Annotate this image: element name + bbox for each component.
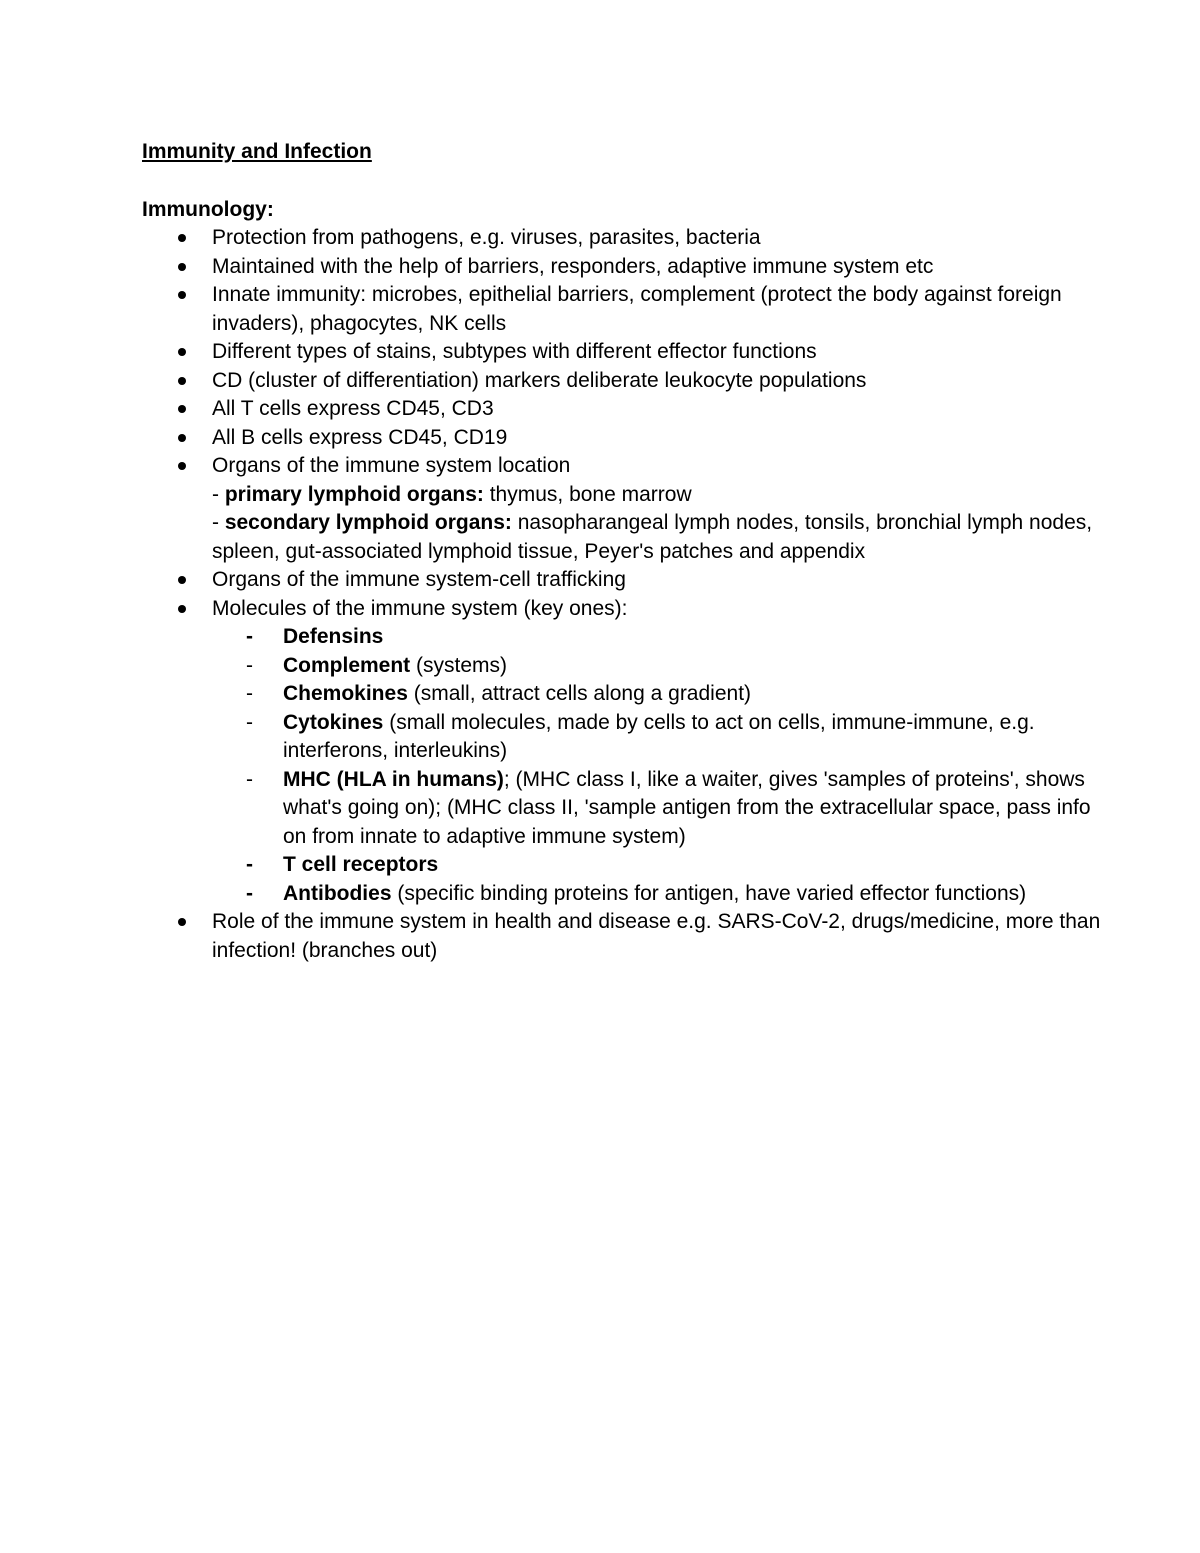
list-item-text: Maintained with the help of barriers, responders, adaptive immune system etc: [212, 254, 934, 278]
list-item-molecules: [142, 595, 1102, 909]
molecule-desc: (systems): [410, 653, 508, 677]
list-item: [142, 395, 1102, 424]
document-title: Immunity and Infection: [142, 140, 372, 163]
dash-icon: -: [246, 767, 253, 791]
secondary-organs-line: [212, 509, 1102, 566]
molecule-term: Chemokines: [283, 682, 408, 705]
molecule-item: [212, 880, 1102, 909]
molecule-desc: (small molecules, made by cells to act on cells, immune-immune, e.g. interferons, interleukins): [283, 710, 1035, 762]
molecule-item: [212, 709, 1102, 766]
dash-icon: -: [246, 682, 253, 705]
list-item: [142, 338, 1102, 367]
list-item: [142, 281, 1102, 338]
section-heading-immunology: Immunology:: [142, 197, 274, 221]
list-item-text: Innate immunity: microbes, epithelial barriers, complement (protect the body against foreign invaders), phagocytes, NK cells: [212, 283, 1062, 335]
list-item-text: Protection from pathogens, e.g. viruses, parasites, bacteria: [212, 226, 761, 249]
document-content: [142, 138, 1102, 965]
dash-prefix: -: [212, 511, 225, 534]
bullet-icon: [178, 434, 186, 442]
list-item-text: Molecules of the immune system (key ones):: [212, 596, 628, 620]
list-item: [142, 566, 1102, 595]
bullet-icon: [178, 234, 186, 242]
bullet-icon: [178, 405, 186, 413]
bullet-icon: [178, 348, 186, 356]
molecule-term: T cell receptors: [283, 853, 439, 876]
primary-organs-label: primary lymphoid organs:: [224, 482, 484, 506]
molecule-term: Defensins: [283, 625, 384, 648]
list-item-text: All B cells express CD45, CD19: [212, 425, 508, 449]
molecule-desc: (small, attract cells along a gradient): [407, 682, 752, 705]
list-item: [142, 424, 1102, 453]
secondary-organs-label: secondary lymphoid organs:: [224, 511, 512, 534]
bullet-icon: [178, 462, 186, 470]
list-item: [142, 908, 1102, 965]
bullet-icon: [178, 377, 186, 385]
molecule-item: [212, 623, 1102, 652]
molecule-item: [212, 766, 1102, 852]
molecules-sublist: [212, 623, 1102, 908]
molecule-item: [212, 851, 1102, 880]
bullet-icon: [178, 263, 186, 271]
immunology-bullet-list: [142, 224, 1102, 965]
molecule-desc: ; (MHC class I, like a waiter, gives 'samples of proteins', shows what's going on); (MHC class II, 'sample antigen from the extracellular space, pass info on from innate to adaptive immune system): [283, 767, 1091, 848]
molecule-term: Cytokines: [283, 710, 384, 734]
primary-organs-line: [212, 481, 1102, 510]
molecule-term: MHC (HLA in humans): [283, 767, 504, 791]
dash-icon: -: [246, 881, 253, 905]
bullet-icon: [178, 918, 186, 926]
primary-organs-text: thymus, bone marrow: [483, 482, 692, 506]
list-item-text: CD (cluster of differentiation) markers deliberate leukocyte populations: [212, 368, 867, 392]
secondary-organs-text: nasopharangeal lymph nodes, tonsils, bronchial lymph nodes, spleen, gut-associated lymphoid tissue, Peyer's patches and appendix: [212, 511, 1093, 563]
list-item-text: Role of the immune system in health and disease e.g. SARS-CoV-2, drugs/medicine, more than infection! (branches out): [212, 910, 1101, 962]
bullet-icon: [178, 291, 186, 299]
list-item-text: Different types of stains, subtypes with different effector functions: [212, 340, 817, 363]
molecule-item: [212, 652, 1102, 681]
bullet-icon: [178, 605, 186, 613]
molecule-item: [212, 680, 1102, 709]
dash-icon: -: [246, 653, 253, 677]
list-item: [142, 367, 1102, 396]
bullet-icon: [178, 576, 186, 584]
molecule-desc: (specific binding proteins for antigen, have varied effector functions): [391, 881, 1027, 905]
list-item-text: Organs of the immune system-cell trafficking: [212, 568, 626, 591]
molecule-term: Complement: [283, 653, 411, 677]
list-item-text: All T cells express CD45, CD3: [212, 397, 494, 420]
dash-icon: -: [246, 625, 253, 648]
molecule-term: Antibodies: [283, 881, 392, 905]
list-item: [142, 224, 1102, 253]
dash-icon: -: [246, 853, 253, 876]
list-item-organs-location: [142, 452, 1102, 566]
list-item: [142, 253, 1102, 282]
dash-prefix: -: [212, 482, 225, 506]
dash-icon: -: [246, 710, 253, 734]
list-item-text: Organs of the immune system location: [212, 454, 571, 477]
